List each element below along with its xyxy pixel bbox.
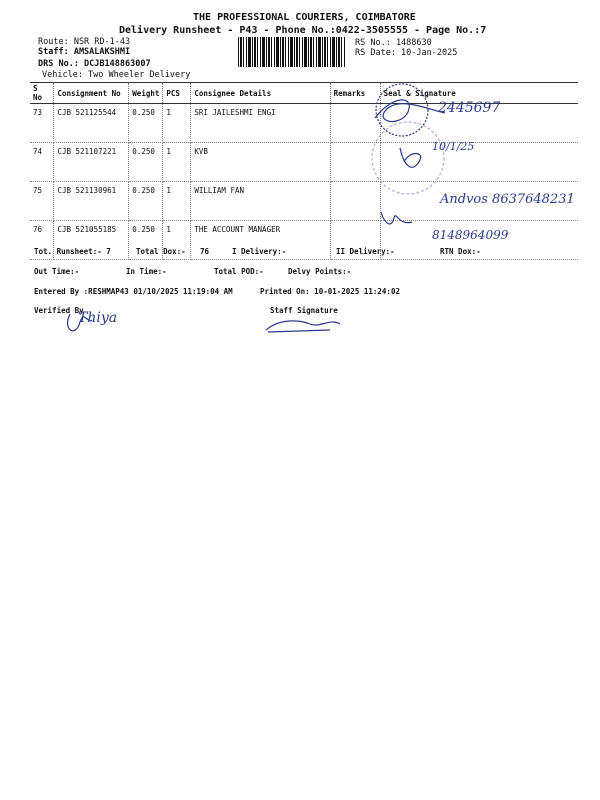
cell-consignment: CJB 521125544 — [54, 104, 129, 143]
out-time: Out Time:- — [34, 267, 80, 276]
vehicle-text: Vehicle: Two Wheeler Delivery — [42, 70, 191, 80]
faint-seal-stamp — [372, 122, 444, 194]
row74-signature — [400, 148, 421, 167]
cell-consignee: WILLIAM FAN — [191, 182, 330, 221]
total-dox-value: 76 — [200, 247, 210, 256]
delvy-points: Delvy Points:- — [288, 267, 352, 276]
row76-handwritten-phone: 8148964099 — [432, 228, 509, 242]
total-pod: Total POD:- — [214, 267, 264, 276]
cell-pcs: 1 — [163, 182, 191, 221]
col-header-weight: Weight — [129, 83, 163, 104]
col-header-remarks: Remarks — [330, 83, 380, 104]
row73-handwritten-number: 2445697 — [438, 100, 501, 116]
total-dox-label: Total Dox:- — [136, 247, 186, 256]
ii-delivery: II Delivery:- — [336, 247, 395, 256]
cell-consignment: CJB 521055185 — [54, 221, 129, 260]
row74-handwritten-date: 10/1/25 — [432, 140, 475, 153]
cell-pcs: 1 — [163, 221, 191, 260]
company-title: THE PROFESSIONAL COURIERS, COIMBATORE — [193, 12, 416, 23]
cell-sno: 73 — [30, 104, 54, 143]
cell-sno: 76 — [30, 221, 54, 260]
staff-signature-mark — [266, 321, 340, 332]
staff-text: Staff: AMSALAKSHMI — [38, 47, 131, 57]
cell-weight: 0.250 — [129, 143, 163, 182]
cell-consignee: SRI JAILESHMI ENGI — [191, 104, 330, 143]
col-header-sno: S No — [30, 83, 54, 104]
entered-by: Entered By :RESHMAP43 01/10/2025 11:19:04 AM — [34, 287, 233, 296]
row75-handwritten-note: Andvos 8637648231 — [440, 192, 575, 207]
cell-pcs: 1 — [163, 143, 191, 182]
cell-weight: 0.250 — [129, 221, 163, 260]
cell-sno: 75 — [30, 182, 54, 221]
cell-consignee: THE ACCOUNT MANAGER — [191, 221, 330, 260]
cell-consignment: CJB 521130961 — [54, 182, 129, 221]
col-header-consignee: Consignee Details — [191, 83, 330, 104]
verified-by-label: Verified By — [34, 306, 84, 315]
cell-consignment: CJB 521107221 — [54, 143, 129, 182]
staff-signature-label: Staff Signature — [270, 306, 338, 315]
cell-weight: 0.250 — [129, 182, 163, 221]
printed-on: Printed On: 10-01-2025 11:24:02 — [260, 287, 400, 296]
rs-number: RS No.: 1488630 — [355, 38, 432, 48]
tot-runsheet: Tot. Runsheet:- 7 — [34, 247, 111, 256]
route-text: Route: NSR RD-1-43 — [38, 37, 131, 47]
i-delivery: I Delivery:- — [232, 247, 287, 256]
rtn-dox: RTN Dox:- — [440, 247, 481, 256]
col-header-consignment: Consignment No — [54, 83, 129, 104]
col-header-pcs: PCS — [163, 83, 191, 104]
cell-pcs: 1 — [163, 104, 191, 143]
col-header-signature: Seal & Signature — [380, 83, 578, 104]
cell-weight: 0.250 — [129, 104, 163, 143]
seal-stamp — [376, 84, 428, 136]
verified-by-signature: Thiya — [78, 310, 118, 326]
rs-date: RS Date: 10-Jan-2025 — [355, 48, 458, 58]
cell-sno: 74 — [30, 143, 54, 182]
row76-signature — [381, 212, 412, 224]
in-time: In Time:- — [126, 267, 167, 276]
row73-signature — [375, 100, 445, 122]
cell-consignee: KVB — [191, 143, 330, 182]
drs-number: DRS No.: DCJB148863007 — [38, 59, 151, 69]
runsheet-subtitle: Delivery Runsheet - P43 - Phone No.:0422-3505555 - Page No.:7 — [119, 25, 487, 36]
